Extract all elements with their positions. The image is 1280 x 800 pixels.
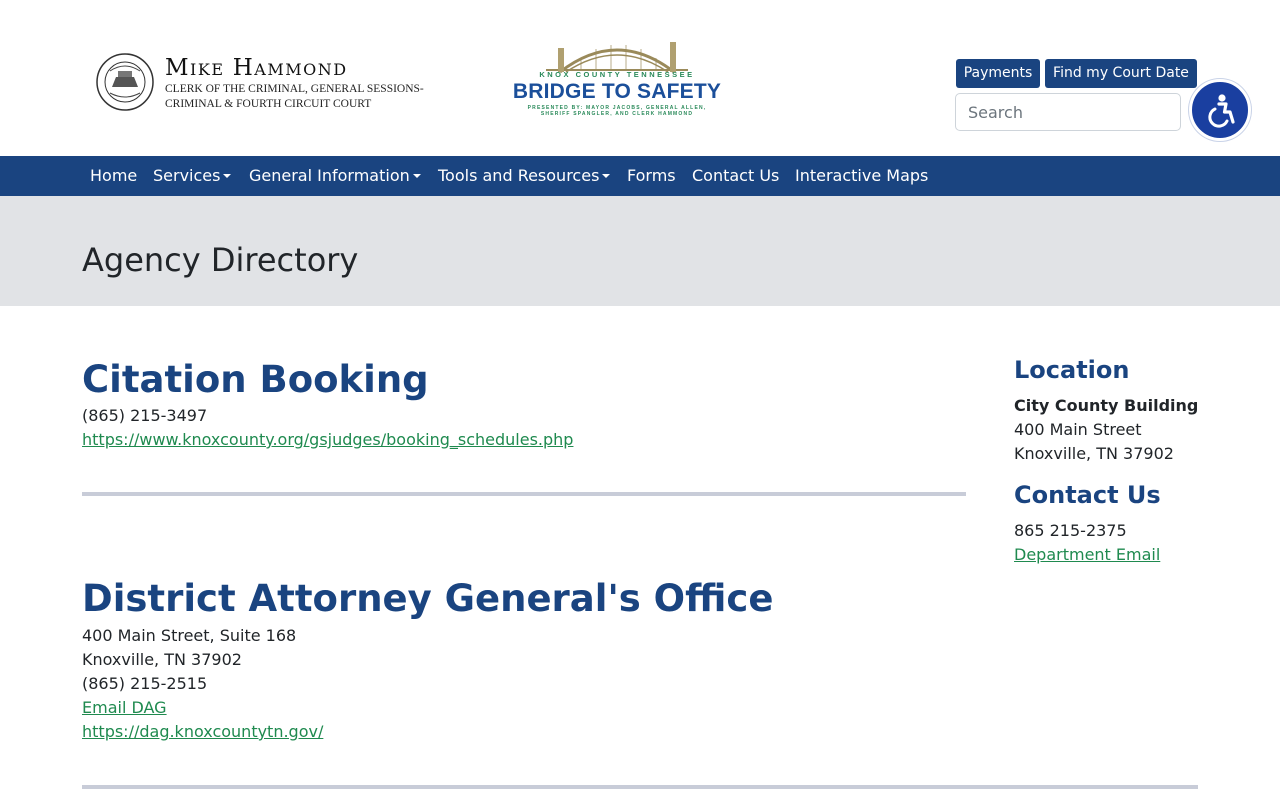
page-title: Agency Directory <box>82 241 359 279</box>
clerk-subtitle-line1: CLERK OF THE CRIMINAL, GENERAL SESSIONS- <box>165 83 424 95</box>
clerk-subtitle-line2: CRIMINAL & FOURTH CIRCUIT COURT <box>165 98 372 110</box>
bridge-to-safety-logo[interactable] <box>506 34 728 120</box>
nav-interactive-maps[interactable] <box>795 156 928 196</box>
nav-general-information[interactable] <box>249 156 421 196</box>
clerk-subtitle <box>165 82 424 112</box>
nav-contact-us-label: Contact Us <box>692 166 780 185</box>
campaign-presenters-line1: PRESENTED BY: MAYOR JACOBS, GENERAL ALLEN, <box>527 105 707 111</box>
entry-title: District Attorney General's Office <box>82 577 774 620</box>
department-email-link[interactable]: Department Email <box>1014 545 1161 564</box>
caret-down-icon <box>413 174 421 178</box>
nav-tools-and-resources[interactable] <box>438 156 610 196</box>
nav-general-information-label: General Information <box>249 166 410 185</box>
find-court-date-button[interactable]: Find my Court Date <box>1045 59 1197 88</box>
entry-url-link[interactable]: https://www.knoxcounty.org/gsjudges/booking_schedules.php <box>82 430 574 449</box>
accessibility-icon <box>1205 94 1237 128</box>
nav-interactive-maps-label: Interactive Maps <box>795 166 929 185</box>
location-heading: Location <box>1014 356 1130 384</box>
campaign-county: KNOX COUNTY TENNESSEE <box>539 70 695 79</box>
campaign-presenters-line2: SHERIFF SPANGLER, AND CLERK HAMMOND <box>540 111 694 117</box>
nav-services[interactable] <box>153 156 231 196</box>
location-building: City County Building <box>1014 396 1199 415</box>
caret-down-icon <box>223 174 231 178</box>
caret-down-icon <box>602 174 610 178</box>
entry-phone: (865) 215-3497 <box>82 406 208 425</box>
nav-home[interactable] <box>90 156 137 196</box>
bridge-icon <box>506 34 728 74</box>
page-header-band <box>0 196 1280 306</box>
location-city: Knoxville, TN 37902 <box>1014 444 1174 463</box>
entry-url-link[interactable]: https://dag.knoxcountytn.gov/ <box>82 722 324 741</box>
contact-heading: Contact Us <box>1014 481 1161 509</box>
entry-divider <box>82 785 1198 789</box>
clerk-first-name: Mike <box>165 55 225 81</box>
entry-address-line1: 400 Main Street, Suite 168 <box>82 626 297 645</box>
entry-title: Citation Booking <box>82 358 429 401</box>
entry-address-line2: Knoxville, TN 37902 <box>82 650 242 669</box>
location-street: 400 Main Street <box>1014 420 1142 439</box>
nav-home-label: Home <box>90 166 138 185</box>
entry-phone: (865) 215-2515 <box>82 674 208 693</box>
main-nav <box>0 156 1280 196</box>
accessibility-button[interactable] <box>1189 79 1251 141</box>
nav-services-label: Services <box>153 166 221 185</box>
nav-forms[interactable] <box>627 156 676 196</box>
site-header <box>0 0 1280 156</box>
nav-forms-label: Forms <box>627 166 676 185</box>
entry-email-link[interactable]: Email DAG <box>82 698 167 717</box>
clerk-name[interactable] <box>165 55 348 81</box>
search-input[interactable] <box>955 93 1181 131</box>
nav-contact-us[interactable] <box>692 156 779 196</box>
clerk-last-name: Hammond <box>232 55 348 81</box>
nav-tools-and-resources-label: Tools and Resources <box>438 166 600 185</box>
campaign-presenters <box>506 105 728 117</box>
contact-phone: 865 215-2375 <box>1014 521 1127 540</box>
entry-divider <box>82 492 966 496</box>
official-seal-icon[interactable] <box>96 53 154 111</box>
payments-button[interactable]: Payments <box>956 59 1040 88</box>
campaign-title: BRIDGE TO SAFETY <box>512 80 722 103</box>
